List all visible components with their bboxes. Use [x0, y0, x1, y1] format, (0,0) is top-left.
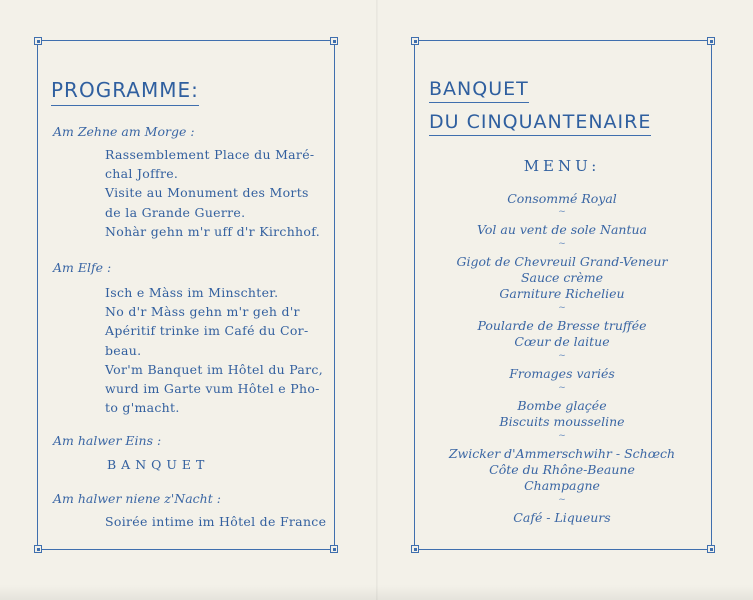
menu-separator: ~	[558, 207, 566, 217]
menu-separator: ~	[558, 351, 566, 361]
menu-dish: Vol au vent de sole Nantua	[476, 222, 647, 237]
activity-line: to g'macht.	[105, 400, 180, 416]
corner-ornament	[411, 545, 419, 553]
menu-separator: ~	[558, 303, 566, 313]
programme-time: Am Elfe :	[53, 260, 112, 275]
programme-time: Am Zehne am Morge :	[53, 124, 195, 139]
menu-dish: Bombe glaçée	[517, 398, 607, 413]
menu-dish: Côte du Rhône-Beaune	[489, 462, 635, 477]
menu-dish: Zwicker d'Ammerschwihr - Schœch	[448, 446, 676, 461]
activity-line: Vor'm Banquet im Hôtel du Parc,	[105, 361, 323, 377]
menu-dish: Sauce crème	[520, 270, 604, 285]
menu-dish: Consommé Royal	[507, 191, 617, 206]
corner-ornament	[411, 37, 419, 45]
banquet-title: BANQUET	[429, 78, 529, 103]
menu-dish: Poularde de Bresse truffée	[477, 318, 647, 333]
menu-separator: ~	[558, 495, 566, 505]
programme-title: PROGRAMME:	[51, 78, 199, 106]
corner-ornament	[34, 545, 42, 553]
page-shadow	[0, 585, 753, 600]
activity-line: Rassemblement Place du Maré-	[105, 147, 315, 162]
activity-line: Visite au Monument des Morts	[105, 185, 309, 201]
menu-dish: Biscuits mousseline	[499, 414, 625, 429]
banquet-label: BANQUET	[107, 457, 210, 472]
menu-separator: ~	[558, 239, 566, 249]
programme-activity	[105, 145, 330, 241]
corner-ornament	[34, 37, 42, 45]
page-fold	[376, 0, 378, 600]
corner-ornament	[330, 37, 338, 45]
menu-dish: Fromages variés	[509, 366, 615, 381]
menu-dish: Café - Liqueurs	[513, 510, 611, 525]
corner-ornament	[707, 545, 715, 553]
menu-dish: Cœur de laitue	[514, 334, 610, 349]
programme-panel	[37, 40, 335, 550]
corner-ornament	[707, 37, 715, 45]
corner-ornament	[330, 545, 338, 553]
menu-heading: MENU:	[523, 157, 601, 175]
activity-line: Isch e Màss im Minschter.	[105, 285, 279, 300]
menu-separator: ~	[558, 383, 566, 393]
activity-line: Nohàr gehn m'r uff d'r Kirchhof.	[105, 223, 320, 239]
activity-line: Apéritif trinke im Café du Cor-	[105, 323, 309, 339]
programme-activity	[105, 512, 330, 531]
activity-line: beau.	[105, 342, 142, 358]
activity-line: chal Joffre.	[105, 166, 179, 182]
activity-line: Soirée intime im Hôtel de France	[105, 514, 327, 529]
programme-time: Am halwer niene z'Nacht :	[53, 491, 221, 506]
programme-time: Am halwer Eins :	[53, 433, 162, 448]
programme-activity	[105, 283, 330, 417]
menu-separator: ~	[558, 431, 566, 441]
activity-line: de la Grande Guerre.	[105, 204, 246, 220]
menu-dish: Gigot de Chevreuil Grand-Veneur	[456, 254, 668, 269]
activity-line: wurd im Garte vum Hôtel e Pho-	[105, 381, 320, 397]
banquet-subtitle: DU CINQUANTENAIRE	[429, 111, 651, 136]
menu-dish: Champagne	[524, 478, 600, 493]
menu-panel	[414, 40, 712, 550]
activity-line: No d'r Màss gehn m'r geh d'r	[105, 304, 300, 320]
menu-dish: Garniture Richelieu	[499, 286, 625, 301]
